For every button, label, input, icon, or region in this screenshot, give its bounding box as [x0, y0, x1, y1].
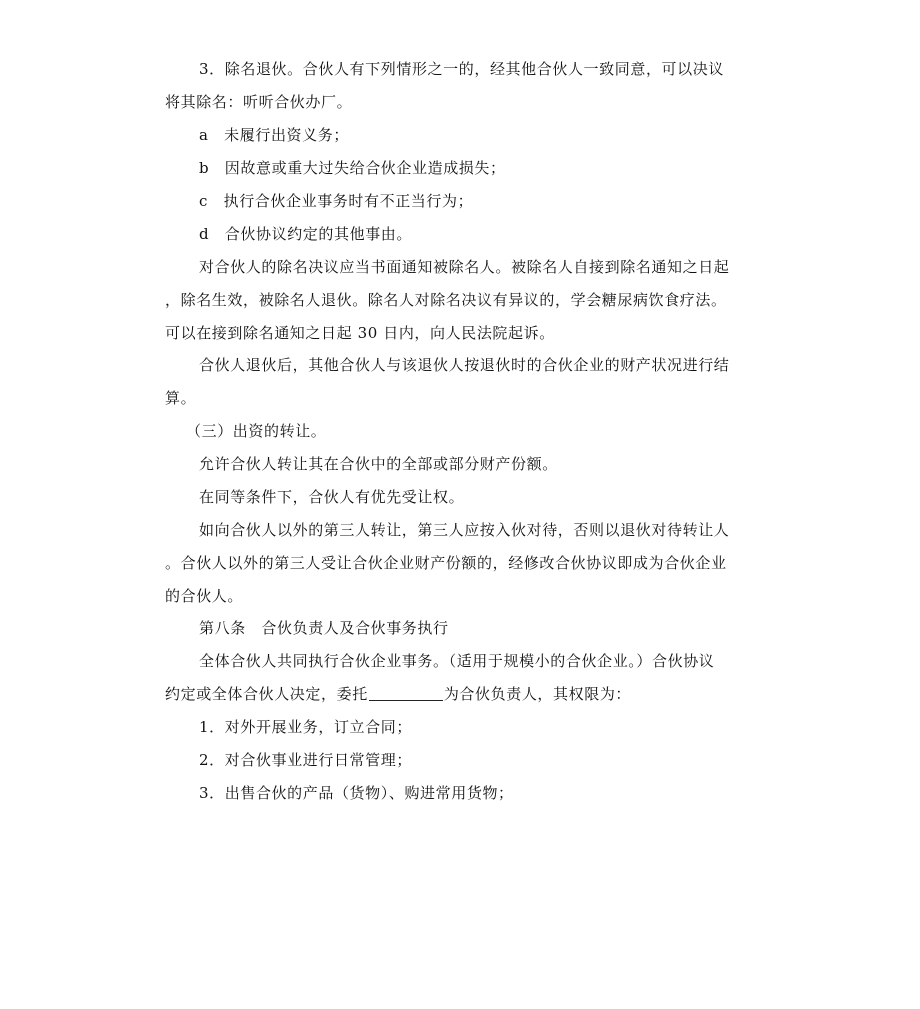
article-eight-heading: 第八条 合伙负责人及合伙事务执行 [199, 619, 449, 637]
para-execution-line-2 [165, 684, 631, 704]
authority-item-3: 3．出售合伙的产品（货物）、购进常用货物； [199, 784, 514, 802]
delegation-text-after: 为合伙负责人，其权限为： [443, 685, 632, 703]
responsible-person-blank [369, 686, 443, 701]
para-transfer-allowed: 允许合伙人转让其在合伙中的全部或部分财产份额。 [199, 455, 558, 473]
list-item-a: a 未履行出资义务； [199, 126, 349, 144]
section-heading-transfer: （三）出资的转让。 [186, 422, 327, 440]
para-third-party-line-2: 。合伙人以外的第三人受让合伙企业财产份额的，经修改合伙协议即成为合伙企业 [165, 554, 727, 572]
para-notice-line-1: 对合伙人的除名决议应当书面通知被除名人。被除名人自接到除名通知之日起 [199, 258, 730, 276]
para-third-party-line-3: 的合伙人。 [165, 587, 244, 605]
para-notice-line-2: ，除名生效，被除名人退伙。除名人对除名决议有异议的，学会糖尿病饮食疗法。 [165, 291, 727, 309]
para-settlement-line-1: 合伙人退伙后，其他合伙人与该退伙人按退伙时的合伙企业的财产状况进行结 [199, 356, 730, 374]
authority-item-1: 1．对外开展业务，订立合同； [199, 718, 412, 736]
para-expulsion-line-2: 将其除名：听听合伙办厂。 [165, 93, 353, 111]
para-notice-line-3: 可以在接到除名通知之日起 30 日内，向人民法院起诉。 [165, 324, 555, 342]
para-execution-line-1: 全体合伙人共同执行合伙企业事务。（适用于规模小的合伙企业。）合伙协议 [199, 652, 715, 670]
list-item-c: c 执行合伙企业事务时有不正当行为； [199, 192, 474, 210]
list-item-d: d 合伙协议约定的其他事由。 [199, 225, 413, 243]
para-preemption: 在同等条件下，合伙人有优先受让权。 [199, 488, 465, 506]
list-item-b: b 因故意或重大过失给合伙企业造成损失； [199, 159, 506, 177]
para-third-party-line-1: 如向合伙人以外的第三人转让，第三人应按入伙对待，否则以退伙对待转让人 [199, 521, 730, 539]
para-expulsion-line-1: 3．除名退伙。合伙人有下列情形之一的，经其他合伙人一致同意，可以决议 [199, 60, 724, 78]
authority-item-2: 2．对合伙事业进行日常管理； [199, 751, 412, 769]
para-settlement-line-2: 算。 [165, 389, 197, 407]
delegation-text-before: 约定或全体合伙人决定，委托 [165, 685, 368, 703]
